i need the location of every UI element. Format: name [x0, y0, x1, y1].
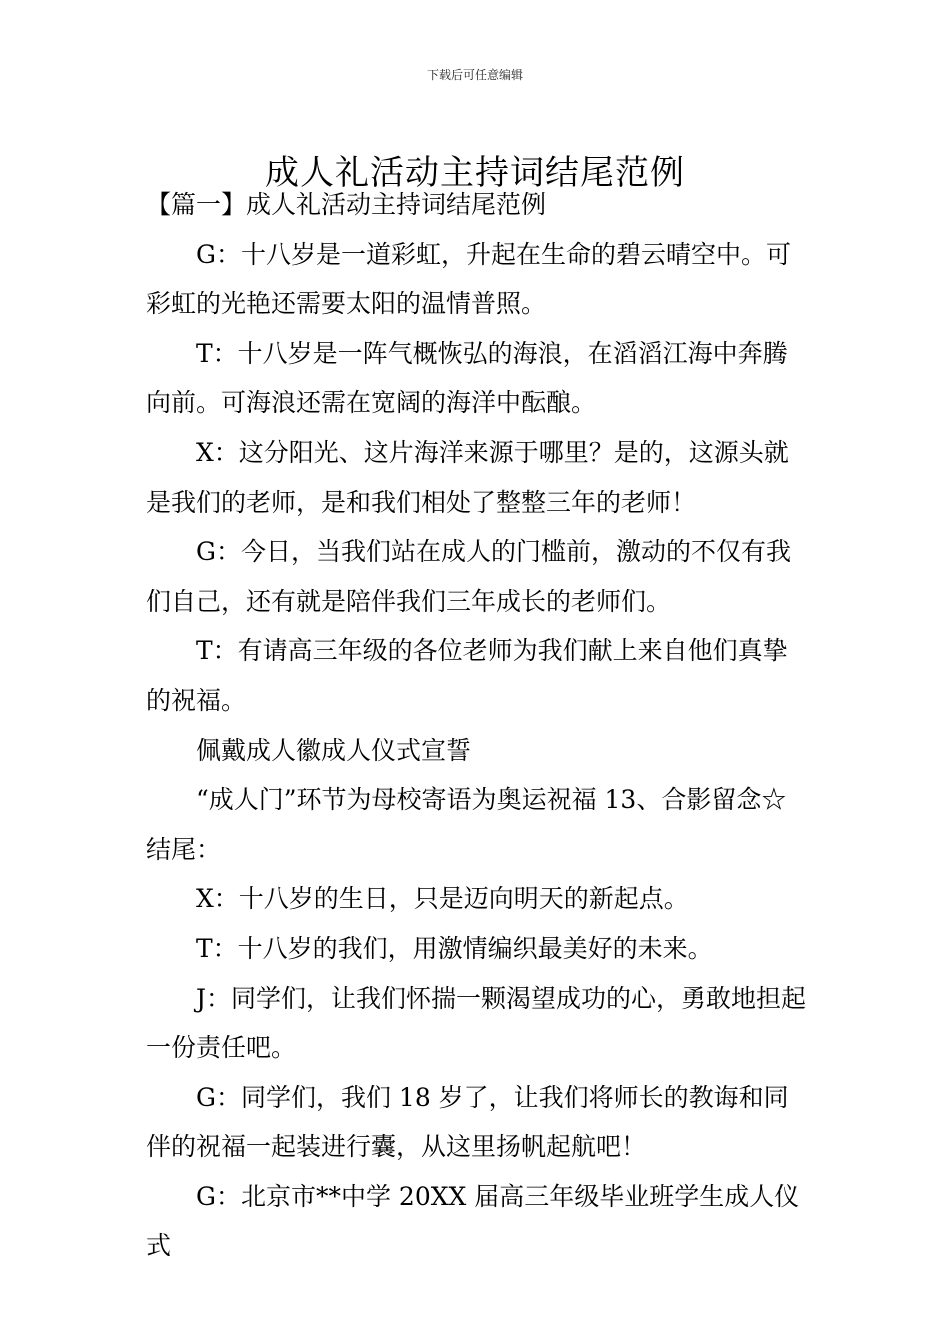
- paragraph: X：十八岁的生日，只是迈向明天的新起点。: [196, 884, 689, 914]
- paragraph: T：十八岁是一阵气概恢弘的海浪，在滔滔江海中奔腾向前。可海浪还需在宽阔的海洋中酝酿。: [146, 338, 788, 418]
- document-title: 成人礼活动主持词结尾范例: [265, 152, 685, 193]
- paragraph: G：北京市**中学 20XX 届高三年级毕业班学生成人仪式: [146, 1181, 800, 1261]
- header-note: 下载后可任意编辑: [426, 68, 523, 82]
- paragraph: G：同学们，我们 18 岁了，让我们将师长的教诲和同伴的祝福一起装进行囊，从这里扬帆起航吧！: [146, 1082, 789, 1162]
- paragraph: T：有请高三年级的各位老师为我们献上来自他们真挚的祝福。: [146, 636, 788, 715]
- section-heading: 【篇一】成人礼活动主持词结尾范例: [146, 190, 547, 219]
- paragraph: T：十八岁的我们，用激情编织最美好的未来。: [196, 933, 713, 963]
- document-body: [146, 180, 810, 1271]
- paragraph: G：今日，当我们站在成人的门槛前，激动的不仅有我们自己，还有就是陪伴我们三年成长的老师们。: [146, 537, 791, 616]
- paragraph: X：这分阳光、这片海洋来源于哪里？是的，这源头就是我们的老师，是和我们相处了整整三年的老师！: [146, 437, 789, 517]
- paragraph: G：十八岁是一道彩虹，升起在生命的碧云晴空中。可彩虹的光艳还需要太阳的温情普照。: [146, 239, 791, 319]
- paragraph: “成人门”环节为母校寄语为奥运祝福 13、合影留念☆结尾：: [146, 785, 787, 864]
- paragraph: 佩戴成人徽成人仪式宣誓: [196, 735, 472, 765]
- paragraph: J：同学们，让我们怀揣一颗渴望成功的心，勇敢地担起一份责任吧。: [146, 983, 807, 1063]
